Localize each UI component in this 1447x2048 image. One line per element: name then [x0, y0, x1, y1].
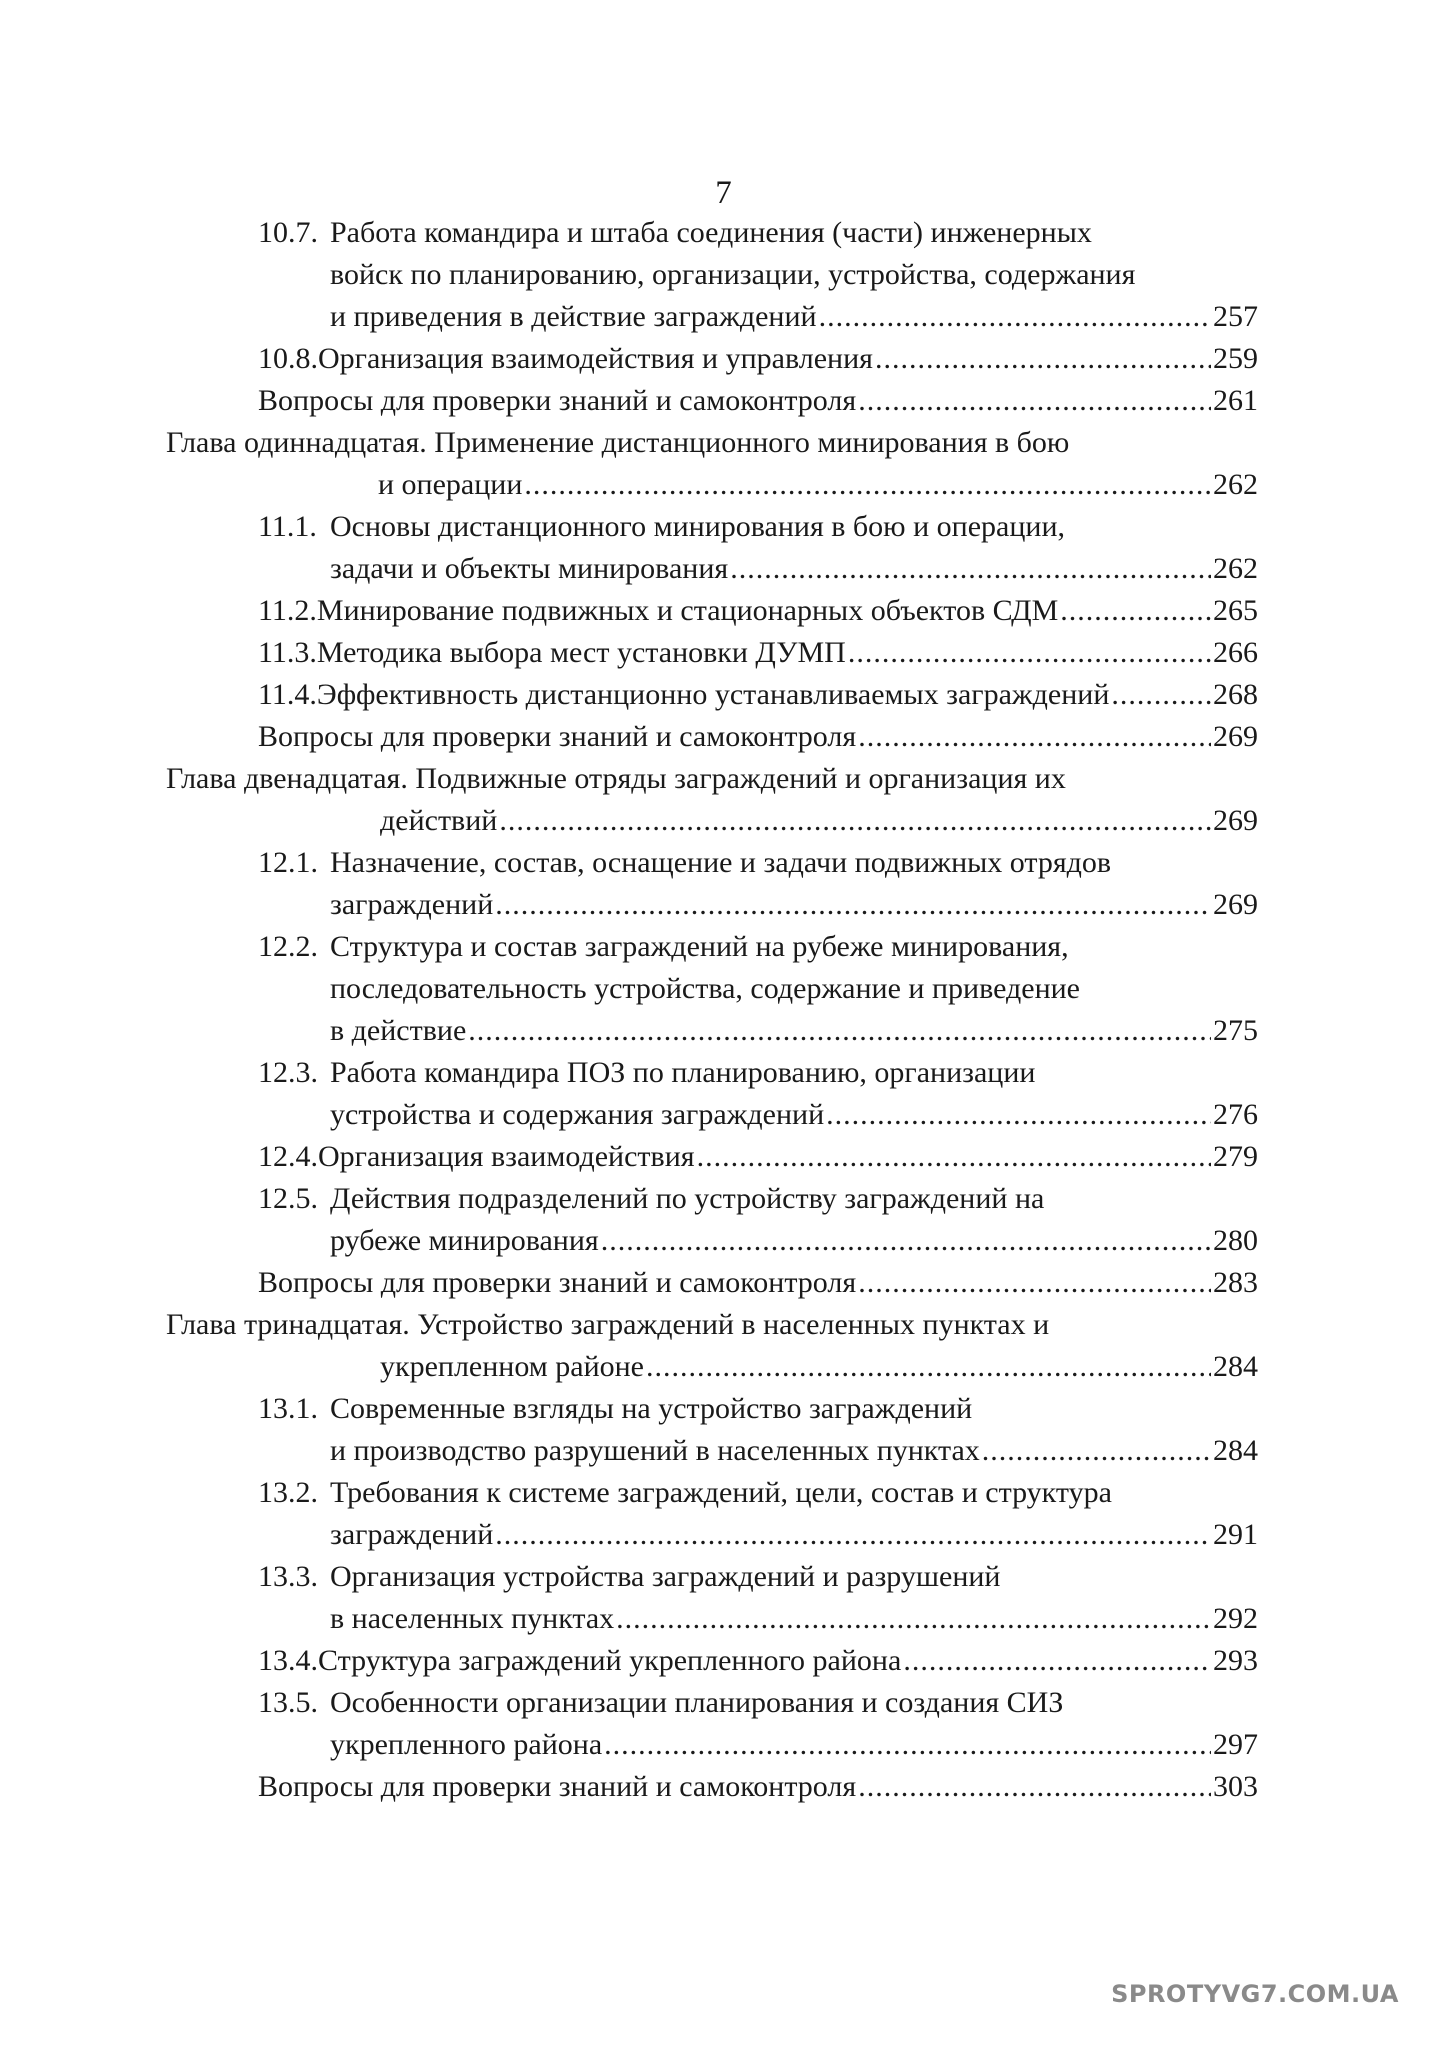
toc-chapter-title: Глава тринадцатая. Устройство заграждений в населенных пунктах и [166, 1308, 1050, 1341]
toc-entry-text: Организация взаимодействия [318, 1140, 695, 1173]
toc-entry-text: Работа командира ПОЗ по планированию, организации [330, 1056, 1036, 1089]
toc-line [258, 212, 1258, 254]
dot-leader [495, 884, 1211, 926]
toc-entry-text: Структура и состав заграждений на рубеже минирования, [330, 930, 1069, 963]
toc-entry-text: укрепленном районе [380, 1350, 644, 1383]
toc-line [258, 632, 1258, 674]
toc-page-number: 292 [1213, 1602, 1258, 1635]
toc-entry-text: Действия подразделений по устройству заграждений на [330, 1182, 1045, 1215]
dot-leader [604, 1724, 1211, 1766]
toc-entry-text: Вопросы для проверки знаний и самоконтроля [258, 384, 857, 417]
toc-entry-text: Особенности организации планирования и создания СИЗ [330, 1686, 1064, 1719]
toc-line [258, 506, 1258, 548]
toc-line [258, 1178, 1258, 1220]
toc-line [330, 1010, 1258, 1052]
toc-page-number: 280 [1213, 1224, 1258, 1257]
toc-entry-text: действий [380, 804, 498, 837]
toc-entry-number: 12.1. [258, 846, 318, 879]
toc-entry-text: Минирование подвижных и стационарных объектов СДМ [316, 594, 1059, 627]
toc-line [166, 1304, 1258, 1346]
toc-line [380, 800, 1258, 842]
toc-page-number: 303 [1213, 1770, 1258, 1803]
toc-line [258, 1472, 1258, 1514]
toc-entry-number: 11.1. [258, 510, 317, 543]
toc-entry-text: Методика выбора мест установки ДУМП [316, 636, 846, 669]
dot-leader [1111, 674, 1211, 716]
toc-line [166, 422, 1258, 464]
dot-leader [601, 1220, 1211, 1262]
toc-line [380, 1346, 1258, 1388]
dot-leader [616, 1598, 1211, 1640]
toc-line [258, 338, 1258, 380]
toc-page-number: 284 [1213, 1434, 1258, 1467]
toc-page-number: 275 [1213, 1014, 1258, 1047]
toc-page-number: 269 [1213, 720, 1258, 753]
toc-entry-text: рубеже минирования [330, 1224, 599, 1257]
toc-line [330, 1220, 1258, 1262]
toc-line [258, 1262, 1258, 1304]
toc-line [330, 1724, 1258, 1766]
toc-line [330, 1430, 1258, 1472]
toc-entry-number: 13.4. [258, 1644, 318, 1677]
toc-chapter-title: Глава одиннадцатая. Применение дистанционного минирования в бою [166, 426, 1070, 459]
toc-line [330, 1094, 1258, 1136]
dot-leader [903, 1640, 1211, 1682]
toc-entry-text: и приведения в действие заграждений [330, 300, 817, 333]
toc-entry-text: заграждений [330, 1518, 494, 1551]
toc-entry-number: 13.3. [258, 1560, 318, 1593]
dot-leader [858, 716, 1211, 758]
dot-leader [468, 1010, 1211, 1052]
toc-page-number: 284 [1213, 1350, 1258, 1383]
toc-page-number: 262 [1213, 552, 1258, 585]
toc-entry-number: 12.4. [258, 1140, 318, 1173]
dot-leader [858, 1766, 1211, 1808]
toc-line [166, 758, 1258, 800]
toc-page-number: 291 [1213, 1518, 1258, 1551]
toc-line [258, 380, 1258, 422]
toc-line [330, 254, 1258, 296]
dot-leader [875, 338, 1211, 380]
toc-line [258, 1556, 1258, 1598]
toc-page-number: 283 [1213, 1266, 1258, 1299]
toc-entry-number: 12.3. [258, 1056, 318, 1089]
toc-line [258, 1136, 1258, 1178]
toc-entry-number: 13.5. [258, 1686, 318, 1719]
dot-leader [982, 1430, 1211, 1472]
toc-line [258, 1052, 1258, 1094]
toc-page-number: 261 [1213, 384, 1258, 417]
toc-entry-text: в действие [330, 1014, 467, 1047]
toc-entry-text: Работа командира и штаба соединения (части) инженерных [330, 216, 1092, 249]
dot-leader [1060, 590, 1211, 632]
toc-entry-text: Назначение, состав, оснащение и задачи подвижных отрядов [330, 846, 1112, 879]
toc-entry-text: в населенных пунктах [330, 1602, 615, 1635]
dot-leader [819, 296, 1211, 338]
toc-page-number: 297 [1213, 1728, 1258, 1761]
toc-line [330, 548, 1258, 590]
toc-entry-text: и производство разрушений в населенных пунктах [330, 1434, 980, 1467]
toc-page-number: 266 [1213, 636, 1258, 669]
toc-page-number: 268 [1213, 678, 1258, 711]
toc-entry-text: устройства и содержания заграждений [330, 1098, 825, 1131]
dot-leader [858, 1262, 1211, 1304]
toc-entry-text: задачи и объекты минирования [330, 552, 729, 585]
toc-entry-text: Структура заграждений укрепленного района [318, 1644, 902, 1677]
dot-leader [495, 1514, 1211, 1556]
toc-page-number: 262 [1213, 468, 1258, 501]
toc-entry-text: Вопросы для проверки знаний и самоконтроля [258, 720, 857, 753]
toc-entry-number: 12.2. [258, 930, 318, 963]
toc-entry-number: 13.2. [258, 1476, 318, 1509]
dot-leader [499, 800, 1211, 842]
toc-line [378, 464, 1258, 506]
toc-line [258, 1682, 1258, 1724]
toc-page-number: 276 [1213, 1098, 1258, 1131]
toc-entry-text: Вопросы для проверки знаний и самоконтроля [258, 1770, 857, 1803]
toc-entry-text: и операции [378, 468, 523, 501]
toc-entry-number: 12.5. [258, 1182, 318, 1215]
toc-entry-number: 11.3. [258, 636, 317, 669]
toc-page-number: 293 [1213, 1644, 1258, 1677]
watermark: SPROTYVG7.COM.UA [1111, 1980, 1399, 2008]
dot-leader [848, 632, 1211, 674]
toc-entry-text: Организация устройства заграждений и разрушений [330, 1560, 1001, 1593]
toc-entry-number: 10.8. [258, 342, 318, 375]
toc-entry-number: 13.1. [258, 1392, 318, 1425]
toc-line [258, 1640, 1258, 1682]
toc-entry-text: последовательность устройства, содержание и приведение [330, 972, 1080, 1005]
toc-entry-number: 11.2. [258, 594, 317, 627]
toc-entry-text: Организация взаимодействия и управления [318, 342, 873, 375]
toc-line [258, 1388, 1258, 1430]
toc-line [330, 1598, 1258, 1640]
toc-entry-text: Современные взгляды на устройство заграждений [330, 1392, 973, 1425]
toc-line [258, 842, 1258, 884]
toc-entry-number: 11.4. [258, 678, 317, 711]
toc-line [258, 1766, 1258, 1808]
toc-page-number: 265 [1213, 594, 1258, 627]
dot-leader [646, 1346, 1211, 1388]
dot-leader [826, 1094, 1211, 1136]
toc-page-number: 257 [1213, 300, 1258, 333]
page-number: 7 [715, 175, 732, 211]
toc-line [258, 674, 1258, 716]
toc-page-number: 259 [1213, 342, 1258, 375]
dot-leader [524, 464, 1211, 506]
toc-line [330, 296, 1258, 338]
toc-line [330, 968, 1258, 1010]
toc-page-number: 269 [1213, 888, 1258, 921]
toc-page-number: 279 [1213, 1140, 1258, 1173]
toc-line [258, 590, 1258, 632]
dot-leader [858, 380, 1211, 422]
dot-leader [730, 548, 1211, 590]
toc-chapter-title: Глава двенадцатая. Подвижные отряды заграждений и организация их [166, 762, 1066, 795]
toc-entry-text: Основы дистанционного минирования в бою и операции, [330, 510, 1065, 543]
toc-entry-text: Требования к системе заграждений, цели, состав и структура [330, 1476, 1112, 1509]
toc-entry-text: Эффективность дистанционно устанавливаемых заграждений [316, 678, 1110, 711]
toc-entry-text: укрепленного района [330, 1728, 603, 1761]
toc-page-number: 269 [1213, 804, 1258, 837]
toc-entry-text: войск по планированию, организации, устройства, содержания [330, 258, 1136, 291]
toc-line [258, 926, 1258, 968]
toc-entry-text: заграждений [330, 888, 494, 921]
toc-line [330, 884, 1258, 926]
toc-entry-number: 10.7. [258, 216, 318, 249]
toc-line [258, 716, 1258, 758]
dot-leader [697, 1136, 1211, 1178]
toc-entry-text: Вопросы для проверки знаний и самоконтроля [258, 1266, 857, 1299]
toc-line [330, 1514, 1258, 1556]
